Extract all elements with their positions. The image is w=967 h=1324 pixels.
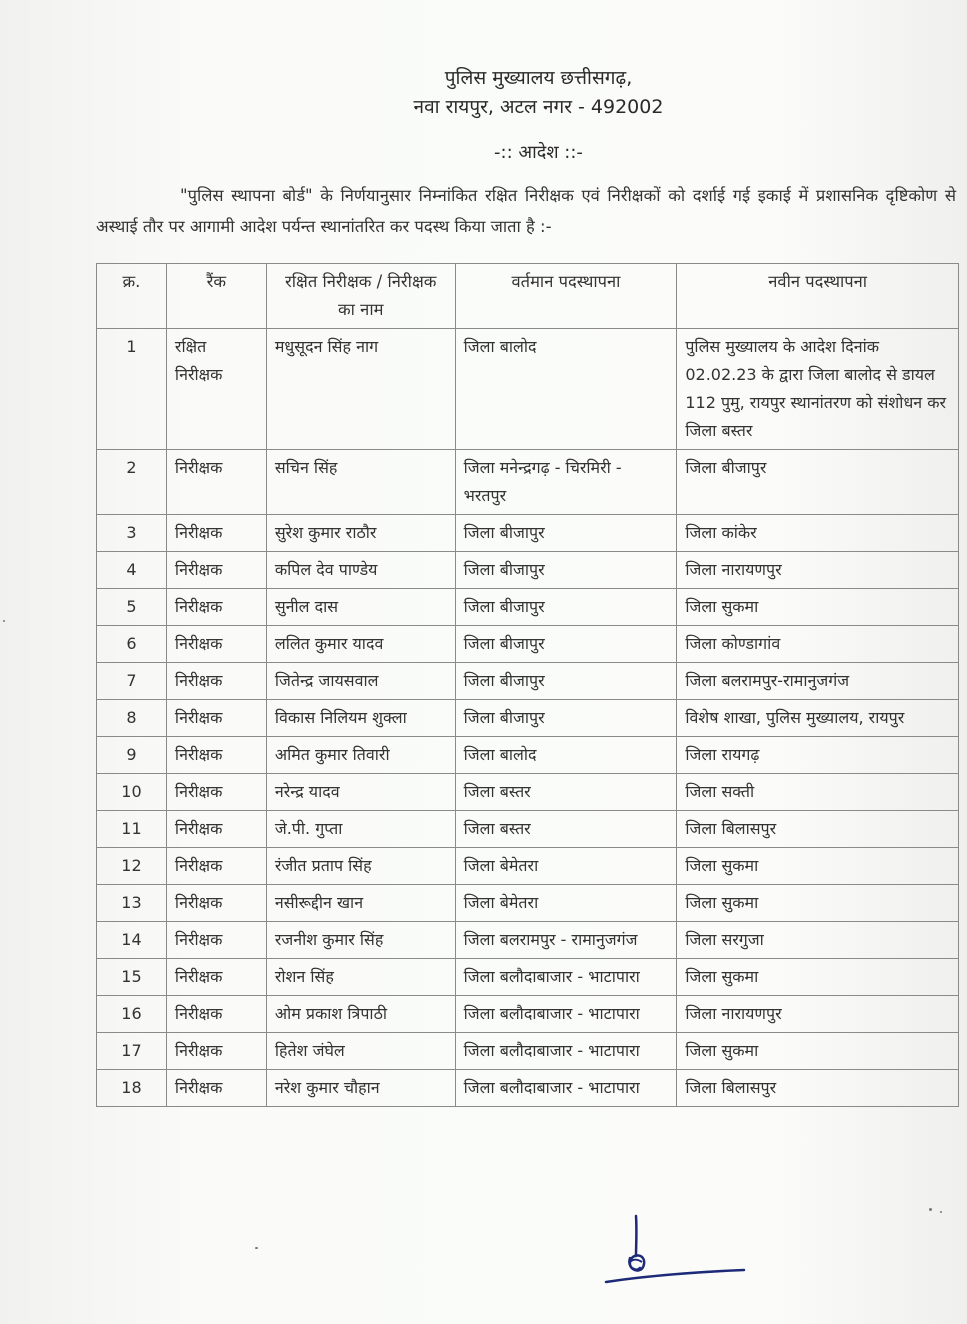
new-posting: जिला सुकमा: [677, 885, 959, 922]
rank: निरीक्षक: [166, 774, 266, 811]
office-name: पुलिस मुख्यालय छत्तीसगढ़,: [444, 67, 633, 89]
serial-number: 17: [97, 1033, 167, 1070]
table-row: [97, 1070, 959, 1107]
serial-number: 10: [97, 774, 167, 811]
table-row: [97, 811, 959, 848]
table-row: [97, 1033, 959, 1070]
officer-name: ललित कुमार यादव: [266, 626, 455, 663]
rank: निरीक्षक: [166, 515, 266, 552]
order-intro-text: "पुलिस स्थापना बोर्ड" के निर्णयानुसार निम्नांकित रक्षित निरीक्षक एवं निरीक्षकों को दर्शाई गई इकाई में प्रशासनिक दृष्टिकोण से अस्थाई तौर पर आगामी आदेश पर्यन्त स्थानांतरित कर पदस्थ किया जाता है :-: [96, 186, 956, 236]
serial-number: 9: [97, 737, 167, 774]
new-posting: जिला सुकमा: [677, 848, 959, 885]
new-posting: जिला सुकमा: [677, 1033, 959, 1070]
serial-number: 11: [97, 811, 167, 848]
current-posting: जिला बीजापुर: [455, 626, 677, 663]
order-title: -:: आदेश ::-: [494, 142, 583, 163]
table-row: [97, 515, 959, 552]
rank: निरीक्षक: [166, 626, 266, 663]
rank: निरीक्षक: [166, 959, 266, 996]
current-posting: जिला बीजापुर: [455, 663, 677, 700]
officer-name: रजनीश कुमार सिंह: [266, 922, 455, 959]
new-posting: जिला कांकेर: [677, 515, 959, 552]
rank: निरीक्षक: [166, 663, 266, 700]
table-row: [97, 450, 959, 515]
current-posting: जिला बलौदाबाजार - भाटापारा: [455, 959, 677, 996]
serial-number: 3: [97, 515, 167, 552]
new-posting: जिला सरगुजा: [677, 922, 959, 959]
rank: निरीक्षक: [166, 737, 266, 774]
new-posting: जिला बीजापुर: [677, 450, 959, 515]
new-posting: जिला सक्ती: [677, 774, 959, 811]
current-posting: जिला बीजापुर: [455, 589, 677, 626]
table-row: [97, 552, 959, 589]
table-row: [97, 774, 959, 811]
current-posting: जिला बलौदाबाजार - भाटापारा: [455, 1033, 677, 1070]
officer-name: रोशन सिंह: [266, 959, 455, 996]
officer-name: जितेन्द्र जायसवाल: [266, 663, 455, 700]
new-posting: जिला बिलासपुर: [677, 811, 959, 848]
current-posting: जिला बालोद: [455, 737, 677, 774]
table-row: [97, 959, 959, 996]
officer-name: सुनील दास: [266, 589, 455, 626]
officer-name: रंजीत प्रताप सिंह: [266, 848, 455, 885]
rank: रक्षित निरीक्षक: [166, 329, 266, 450]
transfer-table: [96, 263, 959, 1107]
rank: निरीक्षक: [166, 552, 266, 589]
paper-speck: [3, 620, 5, 622]
serial-number: 14: [97, 922, 167, 959]
serial-number: 4: [97, 552, 167, 589]
table-row: [97, 848, 959, 885]
table-row: [97, 589, 959, 626]
rank: निरीक्षक: [166, 589, 266, 626]
officer-name: विकास निलियम शुक्ला: [266, 700, 455, 737]
officer-name: सचिन सिंह: [266, 450, 455, 515]
officer-name: नरेश कुमार चौहान: [266, 1070, 455, 1107]
new-posting: जिला नारायणपुर: [677, 552, 959, 589]
header-serial: क्र.: [97, 264, 167, 329]
current-posting: जिला बीजापुर: [455, 552, 677, 589]
rank: निरीक्षक: [166, 1033, 266, 1070]
rank: निरीक्षक: [166, 922, 266, 959]
paper-speck: [929, 1208, 932, 1211]
current-posting: जिला बीजापुर: [455, 700, 677, 737]
table-row: [97, 700, 959, 737]
serial-number: 8: [97, 700, 167, 737]
officer-name: ओम प्रकाश त्रिपाठी: [266, 996, 455, 1033]
serial-number: 6: [97, 626, 167, 663]
officer-name: कपिल देव पाण्डेय: [266, 552, 455, 589]
office-address: नवा रायपुर, अटल नगर - 492002: [413, 96, 664, 118]
new-posting: जिला रायगढ़: [677, 737, 959, 774]
officer-name: मधुसूदन सिंह नाग: [266, 329, 455, 450]
table-row: [97, 663, 959, 700]
serial-number: 1: [97, 329, 167, 450]
officer-name: जे.पी. गुप्ता: [266, 811, 455, 848]
current-posting: जिला बस्तर: [455, 774, 677, 811]
new-posting: जिला कोण्डागांव: [677, 626, 959, 663]
new-posting: जिला सुकमा: [677, 959, 959, 996]
current-posting: जिला बेमेतरा: [455, 885, 677, 922]
header-name: रक्षित निरीक्षक / निरीक्षक का नाम: [266, 264, 455, 329]
rank: निरीक्षक: [166, 811, 266, 848]
officer-name: हितेश जंघेल: [266, 1033, 455, 1070]
new-posting: जिला बिलासपुर: [677, 1070, 959, 1107]
header-current-posting: वर्तमान पदस्थापना: [455, 264, 677, 329]
table-row: [97, 996, 959, 1033]
table-body: [97, 329, 959, 1107]
paper-speck: [940, 1211, 942, 1213]
table-row: [97, 885, 959, 922]
rank: निरीक्षक: [166, 996, 266, 1033]
officer-name: नसीरूद्दीन खान: [266, 885, 455, 922]
header-rank: रैंक: [166, 264, 266, 329]
current-posting: जिला बालोद: [455, 329, 677, 450]
current-posting: जिला मनेन्द्रगढ़ - चिरमिरी - भरतपुर: [455, 450, 677, 515]
current-posting: जिला बलौदाबाजार - भाटापारा: [455, 996, 677, 1033]
current-posting: जिला बस्तर: [455, 811, 677, 848]
paper-speck: [255, 1247, 258, 1249]
current-posting: जिला बेमेतरा: [455, 848, 677, 885]
rank: निरीक्षक: [166, 885, 266, 922]
officer-name: सुरेश कुमार राठौर: [266, 515, 455, 552]
table-header-row: [97, 264, 959, 329]
serial-number: 12: [97, 848, 167, 885]
serial-number: 13: [97, 885, 167, 922]
table-row: [97, 737, 959, 774]
new-posting: जिला नारायणपुर: [677, 996, 959, 1033]
new-posting: जिला सुकमा: [677, 589, 959, 626]
rank: निरीक्षक: [166, 848, 266, 885]
signature-image: [596, 1212, 756, 1302]
table-row: [97, 329, 959, 450]
serial-number: 15: [97, 959, 167, 996]
officer-name: नरेन्द्र यादव: [266, 774, 455, 811]
rank: निरीक्षक: [166, 1070, 266, 1107]
table-row: [97, 626, 959, 663]
rank: निरीक्षक: [166, 700, 266, 737]
new-posting: पुलिस मुख्यालय के आदेश दिनांक 02.02.23 के द्वारा जिला बालोद से डायल 112 पुमु, रायपुर स्थानांतरण को संशोधन कर जिला बस्तर: [677, 329, 959, 450]
officer-name: अमित कुमार तिवारी: [266, 737, 455, 774]
serial-number: 7: [97, 663, 167, 700]
current-posting: जिला बीजापुर: [455, 515, 677, 552]
serial-number: 2: [97, 450, 167, 515]
current-posting: जिला बलौदाबाजार - भाटापारा: [455, 1070, 677, 1107]
new-posting: विशेष शाखा, पुलिस मुख्यालय, रायपुर: [677, 700, 959, 737]
serial-number: 16: [97, 996, 167, 1033]
header-new-posting: नवीन पदस्थापना: [677, 264, 959, 329]
serial-number: 5: [97, 589, 167, 626]
current-posting: जिला बलरामपुर - रामानुजगंज: [455, 922, 677, 959]
rank: निरीक्षक: [166, 450, 266, 515]
table-row: [97, 922, 959, 959]
serial-number: 18: [97, 1070, 167, 1107]
new-posting: जिला बलरामपुर-रामानुजगंज: [677, 663, 959, 700]
